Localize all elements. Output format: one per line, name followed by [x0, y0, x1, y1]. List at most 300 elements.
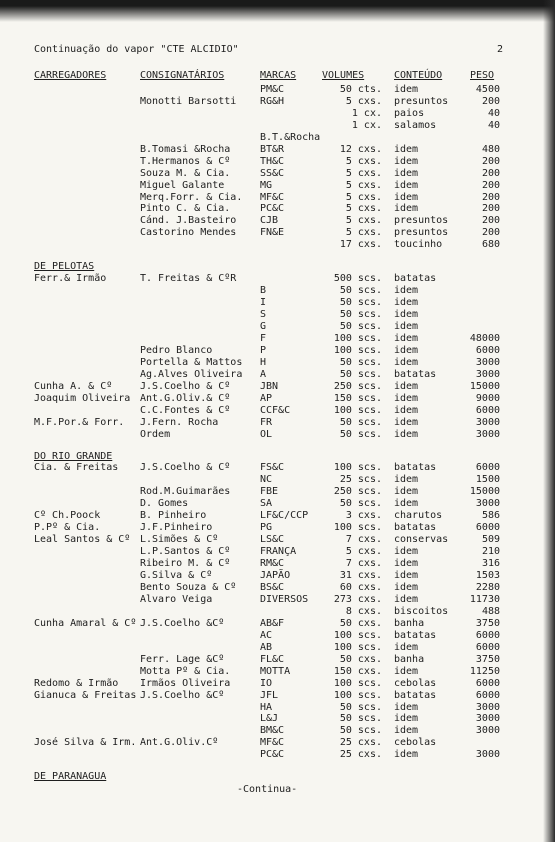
volume-cell: 100 scs.: [333, 642, 382, 653]
volume-cell: 5 cxs.: [345, 546, 382, 557]
consignee-cell: Bento Souza & Cº: [140, 582, 237, 593]
volume-cell: 7 cxs.: [345, 534, 382, 545]
weight-cell: 200: [481, 168, 500, 179]
mark-cell: BS&C: [260, 582, 285, 593]
volume-cell: 150 scs.: [333, 393, 382, 404]
weight-cell: 6000: [475, 462, 500, 473]
volume-cell: 100 scs.: [333, 333, 382, 344]
mark-cell: AB: [260, 642, 273, 653]
volume-cell: 50 scs.: [339, 297, 382, 308]
content-cell: presuntos: [394, 227, 449, 238]
consignee-cell: Rod.M.Guimarães: [140, 486, 231, 497]
shipper-cell: M.F.Por.& Forr.: [34, 417, 125, 428]
table-row: [0, 522, 555, 534]
table-row: [0, 486, 555, 498]
content-cell: idem: [394, 405, 419, 416]
table-row: [0, 690, 555, 702]
content-cell: idem: [394, 321, 419, 332]
consignee-cell: Monotti Barsotti: [140, 96, 237, 107]
section-title: DO RIO GRANDE: [34, 451, 113, 462]
table-row: [0, 345, 555, 357]
mark-cell: DIVERSOS: [260, 594, 309, 605]
weight-cell: 3000: [475, 749, 500, 760]
consignee-cell: T. Freitas & CºR: [140, 273, 237, 284]
mark-cell: RG&H: [260, 96, 285, 107]
weight-cell: 2280: [475, 582, 500, 593]
consignee-cell: Ribeiro M. & Cº: [140, 558, 231, 569]
table-row: [0, 642, 555, 654]
table-row: [0, 678, 555, 690]
consignee-cell: Alvaro Veiga: [140, 594, 213, 605]
table-row: [0, 594, 555, 606]
consignee-cell: Pedro Blanco: [140, 345, 213, 356]
volume-cell: 5 cxs.: [345, 227, 382, 238]
content-cell: idem: [394, 203, 419, 214]
mark-cell: MF&C: [260, 192, 285, 203]
volume-cell: 50 scs.: [339, 725, 382, 736]
table-row: [0, 405, 555, 417]
mark-cell: FL&C: [260, 654, 285, 665]
content-cell: idem: [394, 749, 419, 760]
weight-cell: 200: [481, 96, 500, 107]
weight-cell: 1503: [475, 570, 500, 581]
page-number: 2: [497, 44, 504, 55]
mark-cell: FN&E: [260, 227, 285, 238]
shipper-cell: Ferr.& Irmão: [34, 273, 107, 284]
consignee-cell: J.S.Coelho & Cº: [140, 381, 231, 392]
mark-cell: L&J: [260, 713, 279, 724]
consignee-cell: T.Hermanos & Cº: [140, 156, 231, 167]
volume-cell: 50 scs.: [339, 321, 382, 332]
mark-cell: A: [260, 369, 267, 380]
mark-cell: PC&C: [260, 203, 285, 214]
mark-cell: I: [260, 297, 267, 308]
weight-cell: 6000: [475, 405, 500, 416]
mark-cell: NC: [260, 474, 273, 485]
table-row: [0, 84, 555, 96]
mark-cell: FBE: [260, 486, 279, 497]
content-cell: idem: [394, 570, 419, 581]
consignee-cell: L.P.Santos & Cº: [140, 546, 231, 557]
mark-cell: FR: [260, 417, 273, 428]
footer-continua: -Continua-: [237, 784, 298, 795]
column-header: CARREGADORES: [34, 70, 107, 81]
volume-cell: 50 scs.: [339, 357, 382, 368]
content-cell: salamos: [394, 120, 437, 131]
consignee-cell: Merq.Forr. & Cia.: [140, 192, 243, 203]
shipper-cell: Cia. & Freitas: [34, 462, 119, 473]
consignee-cell: C.C.Fontes & Cº: [140, 405, 231, 416]
shipper-cell: Cunha Amaral & Cº: [34, 618, 137, 629]
section-title: DE PELOTAS: [34, 261, 95, 272]
volume-cell: 100 scs.: [333, 690, 382, 701]
weight-cell: 40: [487, 120, 500, 131]
mark-cell: F: [260, 333, 267, 344]
table-row: [0, 156, 555, 168]
content-cell: idem: [394, 309, 419, 320]
consignee-cell: G.Silva & Cº: [140, 570, 213, 581]
table-row: [0, 510, 555, 522]
column-header: CONTEÚDO: [394, 70, 443, 81]
scan-edge-top: [0, 0, 555, 22]
shipper-cell: Leal Santos & Cº: [34, 534, 131, 545]
volume-cell: 3 cxs.: [345, 510, 382, 521]
table-row: [0, 369, 555, 381]
content-cell: idem: [394, 156, 419, 167]
volume-cell: 12 cxs.: [339, 144, 382, 155]
consignee-cell: Castorino Mendes: [140, 227, 237, 238]
weight-cell: 11730: [469, 594, 500, 605]
mark-cell: H: [260, 357, 267, 368]
mark-cell: G: [260, 321, 267, 332]
content-cell: biscoitos: [394, 606, 449, 617]
weight-cell: 3000: [475, 713, 500, 724]
content-cell: idem: [394, 429, 419, 440]
table-row: [0, 582, 555, 594]
content-cell: idem: [394, 144, 419, 155]
volume-cell: 50 scs.: [339, 498, 382, 509]
weight-cell: 1500: [475, 474, 500, 485]
content-cell: idem: [394, 333, 419, 344]
mark-cell: CJB: [260, 215, 279, 226]
mark-cell: PG: [260, 522, 273, 533]
table-row: [0, 429, 555, 441]
volume-cell: 5 cxs.: [345, 156, 382, 167]
weight-cell: 9000: [475, 393, 500, 404]
volume-cell: 25 cxs.: [339, 737, 382, 748]
weight-cell: 3000: [475, 357, 500, 368]
consignee-cell: J.S.Coelho & Cº: [140, 462, 231, 473]
content-cell: conservas: [394, 534, 449, 545]
weight-cell: 200: [481, 192, 500, 203]
volume-cell: 25 cxs.: [339, 749, 382, 760]
content-cell: batatas: [394, 690, 437, 701]
volume-cell: 5 cxs.: [345, 168, 382, 179]
content-cell: idem: [394, 582, 419, 593]
mark-cell: JBN: [260, 381, 279, 392]
mark-cell: MG: [260, 180, 273, 191]
weight-cell: 200: [481, 227, 500, 238]
consignee-cell: Portella & Mattos: [140, 357, 243, 368]
volume-cell: 5 cxs.: [345, 215, 382, 226]
table-row: [0, 180, 555, 192]
mark-cell: FRANÇA: [260, 546, 297, 557]
mark-cell: TH&C: [260, 156, 285, 167]
weight-cell: 3750: [475, 618, 500, 629]
shipper-cell: José Silva & Irm.: [34, 737, 137, 748]
content-cell: idem: [394, 84, 419, 95]
weight-cell: 15000: [469, 486, 500, 497]
table-row: [0, 168, 555, 180]
weight-cell: 488: [481, 606, 500, 617]
volume-cell: 8 cxs.: [345, 606, 382, 617]
weight-cell: 48000: [469, 333, 500, 344]
mark-cell: AB&F: [260, 618, 285, 629]
content-cell: idem: [394, 168, 419, 179]
mark-cell: IO: [260, 678, 273, 689]
weight-cell: 200: [481, 215, 500, 226]
volume-cell: 100 scs.: [333, 405, 382, 416]
table-row: [0, 215, 555, 227]
table-row: [0, 737, 555, 749]
volume-cell: 5 cxs.: [345, 192, 382, 203]
volume-cell: 5 cxs.: [345, 203, 382, 214]
mark-cell: S: [260, 309, 267, 320]
content-cell: idem: [394, 192, 419, 203]
content-cell: cebolas: [394, 737, 437, 748]
content-cell: idem: [394, 702, 419, 713]
volume-cell: 250 scs.: [333, 381, 382, 392]
table-row: [0, 321, 555, 333]
mark-cell: PM&C: [260, 84, 285, 95]
mark-cell: RM&C: [260, 558, 285, 569]
consignee-cell: Cánd. J.Basteiro: [140, 215, 237, 226]
mark-cell: JFL: [260, 690, 279, 701]
mark-cell: JAPÃO: [260, 570, 291, 581]
table-row: [0, 666, 555, 678]
weight-cell: 586: [481, 510, 500, 521]
table-row: [0, 357, 555, 369]
table-row: [0, 606, 555, 618]
mark-cell: P: [260, 345, 267, 356]
section-title: DE PARANAGUA: [34, 771, 107, 782]
volume-cell: 100 scs.: [333, 345, 382, 356]
content-cell: idem: [394, 417, 419, 428]
weight-cell: 6000: [475, 678, 500, 689]
consignee-cell: Pinto C. & Cia.: [140, 203, 231, 214]
content-cell: idem: [394, 474, 419, 485]
consignee-cell: Ordem: [140, 429, 171, 440]
volume-cell: 500 scs.: [333, 273, 382, 284]
consignee-cell: J.Fern. Rocha: [140, 417, 219, 428]
content-cell: idem: [394, 180, 419, 191]
table-row: [0, 108, 555, 120]
table-row: [0, 725, 555, 737]
content-cell: idem: [394, 393, 419, 404]
content-cell: idem: [394, 666, 419, 677]
table-row: [0, 618, 555, 630]
consignee-cell: Irmãos Oliveira: [140, 678, 231, 689]
table-row: [0, 132, 555, 144]
table-row: [0, 498, 555, 510]
mark-cell: HA: [260, 702, 273, 713]
weight-cell: 15000: [469, 381, 500, 392]
table-row: [0, 273, 555, 285]
weight-cell: 4500: [475, 84, 500, 95]
weight-cell: 680: [481, 239, 500, 250]
table-row: [0, 227, 555, 239]
content-cell: batatas: [394, 462, 437, 473]
weight-cell: 200: [481, 156, 500, 167]
content-cell: batatas: [394, 369, 437, 380]
column-header: MARCAS: [260, 70, 297, 81]
volume-cell: 50 cxs.: [339, 654, 382, 665]
content-cell: idem: [394, 498, 419, 509]
table-row: [0, 749, 555, 761]
consignee-cell: J.S.Coelho &Cº: [140, 618, 225, 629]
content-cell: batatas: [394, 273, 437, 284]
content-cell: presuntos: [394, 96, 449, 107]
shipper-cell: Cunha A. & Cº: [34, 381, 113, 392]
table-row: [0, 239, 555, 251]
content-cell: idem: [394, 285, 419, 296]
shipper-cell: P.Pº & Cia.: [34, 522, 101, 533]
volume-cell: 50 scs.: [339, 702, 382, 713]
content-cell: idem: [394, 357, 419, 368]
content-cell: presuntos: [394, 215, 449, 226]
content-cell: idem: [394, 486, 419, 497]
shipper-cell: Redomo & Irmão: [34, 678, 119, 689]
volume-cell: 50 scs.: [339, 417, 382, 428]
consignee-cell: B.Tomasi &Rocha: [140, 144, 231, 155]
consignee-cell: B. Pinheiro: [140, 510, 207, 521]
mark-cell: FS&C: [260, 462, 285, 473]
table-row: [0, 297, 555, 309]
table-row: [0, 285, 555, 297]
content-cell: banha: [394, 618, 425, 629]
volume-cell: 50 cts.: [339, 84, 382, 95]
table-row: [0, 203, 555, 215]
weight-cell: 6000: [475, 345, 500, 356]
content-cell: idem: [394, 381, 419, 392]
table-row: [0, 570, 555, 582]
consignee-cell: Miguel Galante: [140, 180, 225, 191]
weight-cell: 3000: [475, 725, 500, 736]
weight-cell: 3000: [475, 702, 500, 713]
volume-cell: 5 cxs.: [345, 180, 382, 191]
weight-cell: 3750: [475, 654, 500, 665]
content-cell: idem: [394, 546, 419, 557]
weight-cell: 6000: [475, 630, 500, 641]
mark-cell: MF&C: [260, 737, 285, 748]
volume-cell: 31 cxs.: [339, 570, 382, 581]
weight-cell: 40: [487, 108, 500, 119]
volume-cell: 60 cxs.: [339, 582, 382, 593]
consignee-cell: D. Gomes: [140, 498, 189, 509]
column-header: PESO: [470, 70, 495, 81]
mark-cell: BT&R: [260, 144, 285, 155]
content-cell: paios: [394, 108, 425, 119]
content-cell: batatas: [394, 630, 437, 641]
volume-cell: 50 scs.: [339, 369, 382, 380]
volume-cell: 273 cxs.: [333, 594, 382, 605]
shipper-cell: Joaquim Oliveira: [34, 393, 131, 404]
document-heading: Continuação do vapor "CTE ALCIDIO": [34, 44, 239, 55]
weight-cell: 3000: [475, 417, 500, 428]
content-cell: idem: [394, 558, 419, 569]
volume-cell: 5 cxs.: [345, 96, 382, 107]
table-row: [0, 96, 555, 108]
table-row: [0, 654, 555, 666]
weight-cell: 509: [481, 534, 500, 545]
weight-cell: 210: [481, 546, 500, 557]
mark-cell: MOTTA: [260, 666, 291, 677]
volume-cell: 17 cxs.: [339, 239, 382, 250]
mark-cell: AC: [260, 630, 273, 641]
table-row: [0, 333, 555, 345]
table-row: [0, 713, 555, 725]
mark-cell: LF&C/CCP: [260, 510, 309, 521]
weight-cell: 11250: [469, 666, 500, 677]
mark-cell: OL: [260, 429, 273, 440]
weight-cell: 6000: [475, 690, 500, 701]
consignee-cell: Ant.G.Oliv.& Cº: [140, 393, 231, 404]
table-row: [0, 417, 555, 429]
volume-cell: 100 scs.: [333, 630, 382, 641]
volume-cell: 7 cxs.: [345, 558, 382, 569]
weight-cell: 6000: [475, 642, 500, 653]
weight-cell: 6000: [475, 522, 500, 533]
weight-cell: 3000: [475, 369, 500, 380]
table-row: [0, 474, 555, 486]
mark-cell: AP: [260, 393, 273, 404]
consignee-cell: Ag.Alves Oliveira: [140, 369, 243, 380]
weight-cell: 480: [481, 144, 500, 155]
consignee-cell: Ant.G.Oliv.Cº: [140, 737, 219, 748]
table-row: [0, 534, 555, 546]
consignee-cell: J.S.Coelho &Cº: [140, 690, 225, 701]
content-cell: idem: [394, 297, 419, 308]
volume-cell: 150 cxs.: [333, 666, 382, 677]
consignee-cell: Motta Pº & Cia.: [140, 666, 231, 677]
table-row: [0, 144, 555, 156]
mark-cell: SS&C: [260, 168, 285, 179]
table-row: [0, 462, 555, 474]
volume-cell: 1 cx.: [351, 120, 382, 131]
consignee-cell: Souza M. & Cia.: [140, 168, 231, 179]
table-row: [0, 393, 555, 405]
volume-cell: 25 scs.: [339, 474, 382, 485]
content-cell: batatas: [394, 522, 437, 533]
mark-cell: B: [260, 285, 267, 296]
column-header: CONSIGNATÁRIOS: [140, 70, 225, 81]
content-cell: banha: [394, 654, 425, 665]
mark-cell: LS&C: [260, 534, 285, 545]
table-row: [0, 558, 555, 570]
content-cell: idem: [394, 725, 419, 736]
volume-cell: 1 cx.: [351, 108, 382, 119]
shipper-cell: Cº Ch.Poock: [34, 510, 101, 521]
volume-cell: 100 scs.: [333, 522, 382, 533]
volume-cell: 50 scs.: [339, 309, 382, 320]
table-row: [0, 381, 555, 393]
content-cell: cebolas: [394, 678, 437, 689]
content-cell: idem: [394, 594, 419, 605]
content-cell: idem: [394, 642, 419, 653]
volume-cell: 50 cxs.: [339, 618, 382, 629]
weight-cell: 200: [481, 203, 500, 214]
volume-cell: 50 scs.: [339, 713, 382, 724]
shipper-cell: Gianuca & Freitas: [34, 690, 137, 701]
mark-cell: PC&C: [260, 749, 285, 760]
consignee-cell: Ferr. Lage &Cº: [140, 654, 225, 665]
weight-cell: 200: [481, 180, 500, 191]
table-row: [0, 630, 555, 642]
table-row: [0, 120, 555, 132]
content-cell: toucinho: [394, 239, 443, 250]
table-row: [0, 546, 555, 558]
volume-cell: 50 scs.: [339, 429, 382, 440]
table-row: [0, 309, 555, 321]
mark-cell: SA: [260, 498, 273, 509]
volume-cell: 50 scs.: [339, 285, 382, 296]
weight-cell: 3000: [475, 498, 500, 509]
column-header: VOLUMES: [322, 70, 365, 81]
content-cell: idem: [394, 345, 419, 356]
weight-cell: 316: [481, 558, 500, 569]
volume-cell: 100 scs.: [333, 462, 382, 473]
mark-cell: BM&C: [260, 725, 285, 736]
